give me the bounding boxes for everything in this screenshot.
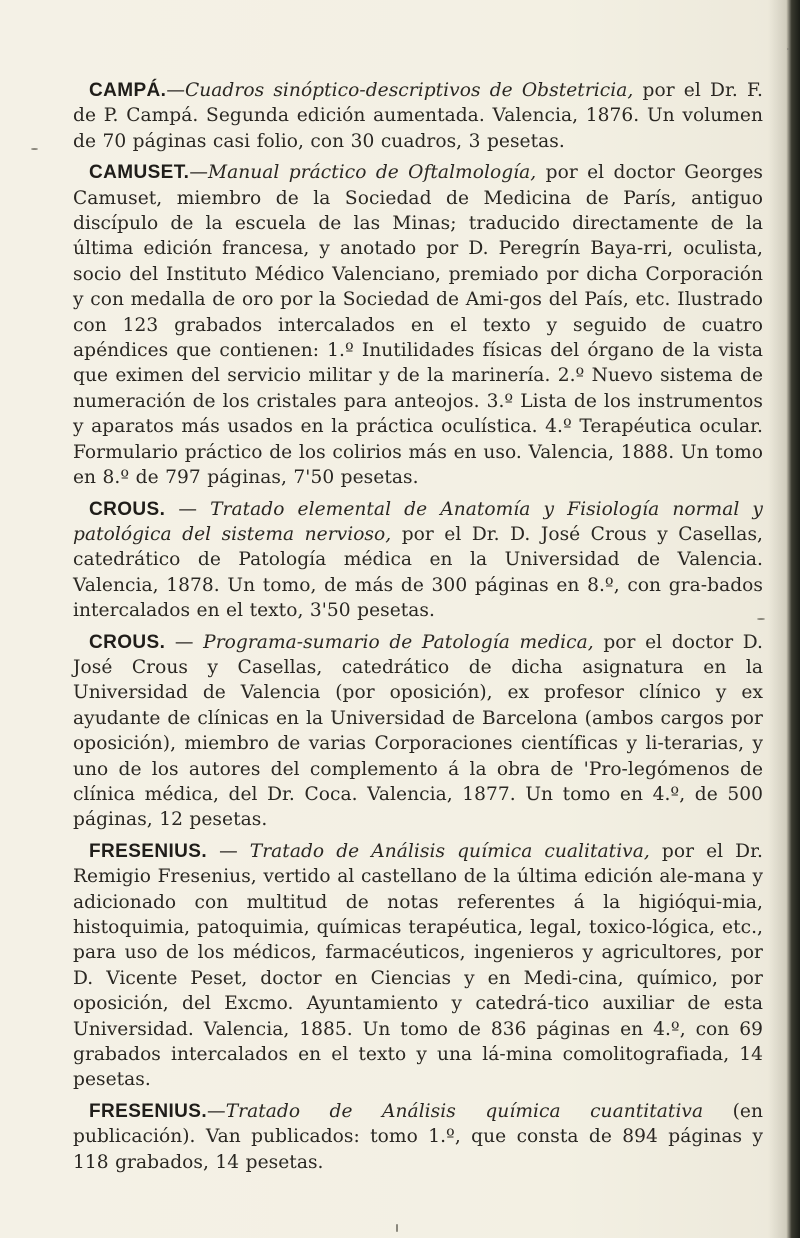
entry-title: Cuadros sinóptico-descriptivos de Obstetricia, xyxy=(185,80,634,101)
entry-description: por el doctor D. José Crous y Casellas, catedrático de dicha asignatura en la Universidad de Valencia (por oposición), ex profesor clínico y ex ayudante de clínicas en la Universidad de Barcelona (ambos cargos por oposición), miembro de varias Corporaciones científicas y li-terarias, y uno de los autores del complemento á la obra de 'Pro-legómenos de clínica médica, del Dr. Coca. Valencia, 1877. Un tomo en 4.º, de 500 páginas, 12 pesetas. xyxy=(73,631,763,831)
catalog-text-column xyxy=(73,78,763,1181)
binding-shadow xyxy=(768,0,786,1238)
paper-speck xyxy=(787,48,789,50)
entry-dash: — xyxy=(165,498,211,520)
entry-title: Programa-sumario de Patología medica, xyxy=(203,631,594,653)
catalog-entry xyxy=(73,1099,763,1175)
entry-dash: — xyxy=(165,631,204,653)
entry-description: por el doctor Georges Camuset, miembro de la Sociedad de Medicina de París, antiguo discípulo de la escuela de las Minas; traducido directamente de la última edición francesa, y anotado por D. Peregrín Baya-rri, oculista, socio del Instituto Médico Valenciano, premiado por dicha Corporación y con medalla de oro por la Sociedad de Ami-gos del País, etc. Ilustrado con 123 grabados intercalados en el texto y seguido de cuatro apéndices que contienen: 1.º Inutilidades físicas del órgano de la vista que eximen del servicio militar y de la marinería. 2.º Nuevo sistema de numeración de los cristales para anteojos. 3.º Lista de los instrumentos y aparatos más usados en la práctica oculística. 4.º Terapéutica ocular. Formulario práctico de los colirios más en uso. Valencia, 1888. Un tomo en 8.º de 797 páginas, 7'50 pesetas. xyxy=(73,162,763,489)
catalog-entry xyxy=(73,78,763,154)
entry-description: (en publicación). Van publicados: tomo 1.º, que consta de 894 páginas y 118 grabados, 14 pesetas. xyxy=(73,1100,764,1173)
book-binding-edge xyxy=(786,0,800,1238)
paper-speck xyxy=(31,148,38,150)
entry-description: por el Dr. Remigio Fresenius, vertido al castellano de la última edición ale-mana y adicionado con multitud de notas referentes á la higióqui-mia, histoquimia, patoquimia, químicas terapéutica, legal, toxico-lógica, etc., para uso de los médicos, farmacéuticos, ingenieros y agricultores, por D. Vicente Peset, doctor en Ciencias y en Medi-cina, químico, por oposición, del Excmo. Ayuntamiento y catedrá-tico auxiliar de esta Universidad. Valencia, 1885. Un tomo de 836 páginas en 4.º, con 69 grabados intercalados en el texto y una lá-mina comolitografiada, 14 pesetas. xyxy=(73,840,763,1091)
paper-speck xyxy=(396,1224,398,1232)
entry-dash: — xyxy=(207,1100,226,1122)
entry-author: CROUS. xyxy=(89,631,166,653)
entry-description: por el Dr. F. de P. Campá. Segunda edición aumentada. Valencia, 1876. Un volumen de 70 páginas casi folio, con 30 cuadros, 3 pesetas. xyxy=(73,80,763,152)
entry-dash: — xyxy=(166,80,185,101)
entry-author: CAMPÁ. xyxy=(89,80,167,101)
entry-title: Tratado elemental de Anatomía y Fisiología normal y patológica del sistema nervioso, xyxy=(73,498,763,545)
catalog-entry xyxy=(73,160,763,490)
catalog-entry xyxy=(73,497,763,624)
entry-author: CROUS. xyxy=(89,498,166,520)
catalog-entry xyxy=(73,630,763,833)
entry-title: Tratado de Análisis química cualitativa, xyxy=(249,840,650,862)
entry-author: FRESENIUS. xyxy=(89,840,208,862)
catalog-entry xyxy=(73,839,763,1093)
entry-dash: — xyxy=(189,162,208,184)
entry-title: Manual práctico de Oftalmología, xyxy=(207,162,537,184)
entry-title: Tratado de Análisis química cuantitativa xyxy=(225,1100,704,1122)
entry-author: CAMUSET. xyxy=(89,162,190,184)
entry-author: FRESENIUS. xyxy=(89,1100,208,1122)
entry-dash: — xyxy=(207,840,250,862)
entry-description: por el Dr. D. José Crous y Casellas, catedrático de Patología médica en la Universidad de Valencia. Valencia, 1878. Un tomo, de más de 300 páginas en 8.º, con gra-bados intercalados en el texto, 3'50 pesetas. xyxy=(73,523,763,622)
